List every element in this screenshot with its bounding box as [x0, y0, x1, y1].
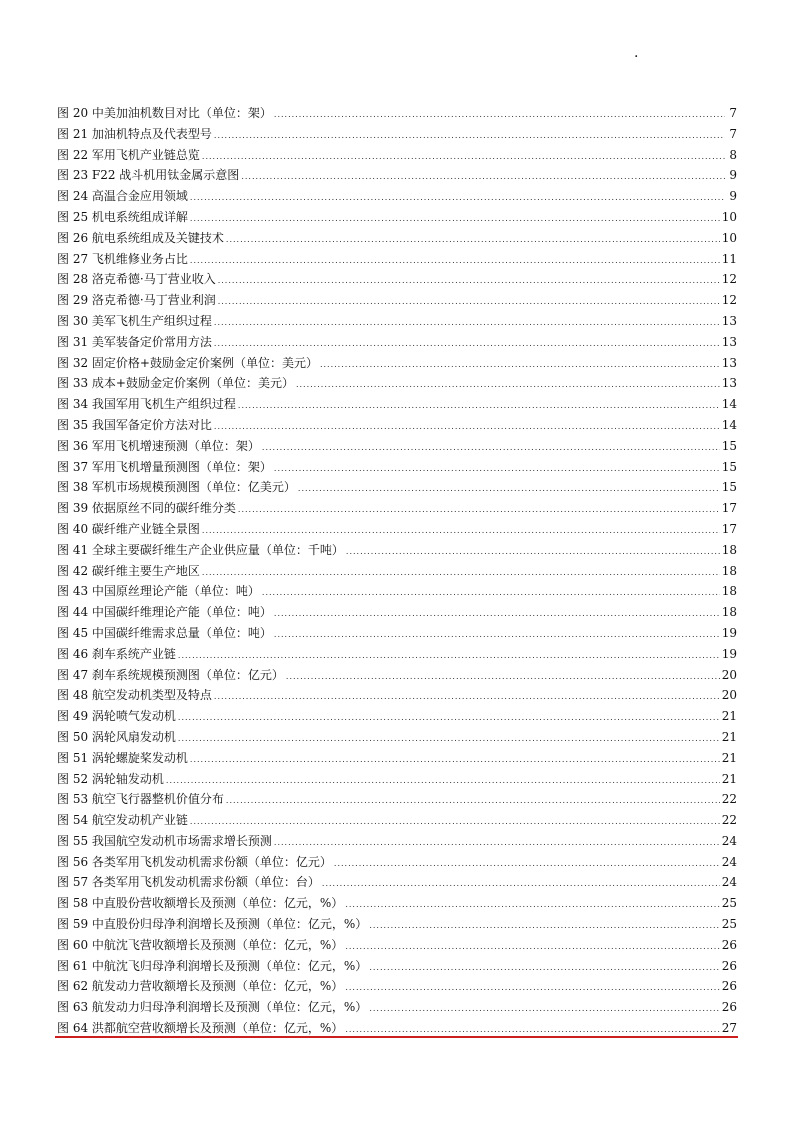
toc-entry-page: 12 — [721, 272, 737, 287]
toc-entry[interactable] — [57, 540, 737, 561]
toc-entry-label: 图 37 军用飞机增量预测图（单位：架） — [57, 459, 272, 474]
toc-entry[interactable] — [57, 415, 737, 436]
toc-entry-label: 图 54 航空发动机产业链 — [57, 813, 188, 828]
toc-leader-dots — [218, 292, 720, 313]
toc-entry-label: 图 63 航发动力归母净利润增长及预测（单位：亿元，%） — [57, 1000, 368, 1015]
toc-entry-page: 26 — [721, 979, 737, 994]
toc-leader-dots — [166, 771, 720, 792]
toc-leader-dots — [214, 313, 720, 334]
toc-entry[interactable] — [57, 602, 737, 623]
toc-entry-page: 22 — [721, 792, 737, 807]
toc-entry-label: 图 28 洛克希德·马丁营业收入 — [57, 272, 216, 287]
toc-leader-dots — [190, 188, 725, 209]
toc-entry-label: 图 21 加油机特点及代表型号 — [57, 126, 212, 141]
toc-entry-label: 图 61 中航沈飞归母净利润增长及预测（单位：亿元，%） — [57, 958, 368, 973]
toc-entry-label: 图 40 碳纤维产业链全景图 — [57, 521, 200, 536]
toc-entry[interactable] — [57, 789, 737, 810]
toc-entry-label: 图 36 军用飞机增速预测（单位：架） — [57, 438, 260, 453]
toc-entry-label: 图 52 涡轮轴发动机 — [57, 771, 164, 786]
toc-entry-label: 图 64 洪都航空营收额增长及预测（单位：亿元，%） — [57, 1021, 344, 1036]
toc-entry[interactable] — [57, 914, 737, 935]
toc-leader-dots — [238, 396, 720, 417]
toc-leader-dots — [369, 999, 719, 1020]
toc-leader-dots — [190, 251, 720, 272]
toc-leader-dots — [296, 375, 720, 396]
toc-entry-label: 图 42 碳纤维主要生产地区 — [57, 563, 200, 578]
toc-entry-page: 20 — [721, 667, 737, 682]
toc-leader-dots — [298, 479, 720, 500]
toc-leader-dots — [369, 916, 719, 937]
toc-entry-label: 图 27 飞机维修业务占比 — [57, 251, 188, 266]
toc-leader-dots — [190, 812, 720, 833]
toc-entry-label: 图 56 各类军用飞机发动机需求份额（单位：亿元） — [57, 854, 332, 869]
toc-entry-page: 18 — [721, 563, 737, 578]
toc-entry-label: 图 29 洛克希德·马丁营业利润 — [57, 293, 216, 308]
toc-entry-label: 图 47 刹车系统规模预测图（单位：亿元） — [57, 667, 284, 682]
toc-entry-page: 26 — [721, 958, 737, 973]
toc-leader-dots — [226, 230, 720, 251]
toc-entry-label: 图 24 高温合金应用领域 — [57, 189, 188, 204]
toc-entry-page: 17 — [721, 521, 737, 536]
toc-entry-page: 19 — [721, 625, 737, 640]
toc-entry[interactable] — [57, 581, 737, 602]
toc-entry-label: 图 34 我国军用飞机生产组织过程 — [57, 397, 236, 412]
toc-entry-page: 9 — [729, 189, 737, 204]
toc-entry-page: 15 — [721, 480, 737, 495]
toc-entry-page: 7 — [729, 126, 737, 141]
toc-entry[interactable] — [57, 290, 737, 311]
toc-entry[interactable] — [57, 124, 737, 145]
toc-entry-label: 图 26 航电系统组成及关键技术 — [57, 230, 224, 245]
toc-entry-page: 18 — [721, 584, 737, 599]
toc-leader-dots — [226, 791, 720, 812]
toc-entry-page: 25 — [721, 917, 737, 932]
toc-leader-dots — [178, 729, 720, 750]
toc-entry-page: 11 — [721, 251, 737, 266]
toc-entry[interactable] — [57, 665, 737, 686]
toc-entry-label: 图 51 涡轮螺旋桨发动机 — [57, 750, 188, 765]
toc-entry[interactable] — [57, 269, 737, 290]
toc-leader-dots — [320, 355, 720, 376]
toc-entry-label: 图 23 F22 战斗机用钛金属示意图 — [57, 168, 240, 183]
toc-leader-dots — [274, 625, 720, 646]
toc-leader-dots — [322, 874, 720, 895]
toc-entry[interactable] — [57, 623, 737, 644]
toc-leader-dots — [274, 459, 720, 480]
toc-entry-label: 图 53 航空飞行器整机价值分布 — [57, 792, 224, 807]
toc-entry-label: 图 60 中航沈飞营收额增长及预测（单位：亿元，%） — [57, 937, 344, 952]
toc-entry[interactable] — [57, 436, 737, 457]
toc-entry[interactable] — [57, 103, 737, 124]
toc-entry-page: 21 — [721, 729, 737, 744]
toc-entry-page: 15 — [721, 459, 737, 474]
toc-entry[interactable] — [57, 831, 737, 852]
toc-entry-page: 14 — [721, 417, 737, 432]
toc-entry-label: 图 39 依据原丝不同的碳纤维分类 — [57, 501, 236, 516]
toc-entry[interactable] — [57, 956, 737, 977]
toc-entry[interactable] — [57, 249, 737, 270]
toc-entry-page: 10 — [721, 209, 737, 224]
toc-entry[interactable] — [57, 519, 737, 540]
toc-entry[interactable] — [57, 373, 737, 394]
toc-entry-page: 21 — [721, 771, 737, 786]
toc-entry-page: 20 — [721, 688, 737, 703]
toc-leader-dots — [202, 147, 725, 168]
toc-leader-dots — [346, 542, 720, 563]
toc-entry[interactable] — [57, 561, 737, 582]
toc-entry[interactable] — [57, 228, 737, 249]
toc-entry-page: 14 — [721, 397, 737, 412]
toc-entry-page: 24 — [721, 854, 737, 869]
toc-leader-dots — [202, 563, 720, 584]
toc-entry-label: 图 44 中国碳纤维理论产能（单位：吨） — [57, 605, 272, 620]
toc-entry[interactable] — [57, 748, 737, 769]
toc-entry-label: 图 55 我国航空发动机市场需求增长预测 — [57, 833, 272, 848]
toc-entry-label: 图 35 我国军备定价方法对比 — [57, 417, 212, 432]
toc-leader-dots — [214, 417, 720, 438]
toc-entry-label: 图 59 中直股份归母净利润增长及预测（单位：亿元，%） — [57, 917, 368, 932]
toc-leader-dots — [369, 958, 719, 979]
toc-entry-label: 图 31 美军装备定价常用方法 — [57, 334, 212, 349]
toc-entry-page: 13 — [721, 355, 737, 370]
header-mark: . — [634, 45, 639, 61]
toc-entry[interactable] — [57, 644, 737, 665]
toc-entry-page: 27 — [721, 1021, 737, 1036]
toc-entry-label: 图 49 涡轮喷气发动机 — [57, 709, 176, 724]
toc-entry[interactable] — [57, 769, 737, 790]
toc-entry-page: 13 — [721, 313, 737, 328]
toc-entry[interactable] — [57, 685, 737, 706]
toc-entry-label: 图 25 机电系统组成详解 — [57, 209, 188, 224]
toc-entry-page: 13 — [721, 334, 737, 349]
toc-entry[interactable] — [57, 207, 737, 228]
toc-leader-dots — [345, 895, 719, 916]
toc-leader-dots — [218, 271, 720, 292]
toc-entry-page: 21 — [721, 709, 737, 724]
toc-leader-dots — [274, 833, 720, 854]
toc-entry[interactable] — [57, 353, 737, 374]
toc-leader-dots — [241, 167, 725, 188]
toc-entry[interactable] — [57, 165, 737, 186]
toc-leader-dots — [214, 687, 720, 708]
toc-leader-dots — [345, 978, 719, 999]
toc-entry-label: 图 48 航空发动机类型及特点 — [57, 688, 212, 703]
toc-entry[interactable] — [57, 706, 737, 727]
toc-entry-page: 13 — [721, 376, 737, 391]
toc-leader-dots — [286, 667, 720, 688]
toc-entry-label: 图 22 军用飞机产业链总览 — [57, 147, 200, 162]
toc-entry-page: 22 — [721, 813, 737, 828]
toc-entry-page: 10 — [721, 230, 737, 245]
toc-leader-dots — [262, 438, 720, 459]
toc-entry[interactable] — [57, 394, 737, 415]
toc-entry-label: 图 33 成本+鼓励金定价案例（单位：美元） — [57, 376, 294, 391]
toc-entry-page: 19 — [721, 646, 737, 661]
toc-entry-label: 图 41 全球主要碳纤维生产企业供应量（单位：千吨） — [57, 542, 344, 557]
toc-leader-dots — [262, 583, 720, 604]
toc-entry[interactable] — [57, 893, 737, 914]
toc-leader-dots — [274, 105, 725, 126]
toc-entry-page: 7 — [729, 106, 737, 120]
toc-entry-page: 18 — [721, 605, 737, 620]
toc-leader-dots — [238, 500, 720, 521]
toc-entry-label: 图 20 中美加油机数目对比（单位：架） — [57, 106, 272, 120]
toc-leader-dots — [345, 937, 719, 958]
toc-entry-label: 图 50 涡轮风扇发动机 — [57, 729, 176, 744]
toc-entry-page: 18 — [721, 542, 737, 557]
toc-entry[interactable] — [57, 997, 737, 1018]
toc-entry[interactable] — [57, 935, 737, 956]
toc-leader-dots — [202, 521, 720, 542]
toc-entry[interactable] — [57, 727, 737, 748]
toc-entry-page: 26 — [721, 937, 737, 952]
toc-entry-page: 26 — [721, 1000, 737, 1015]
toc-entry[interactable] — [57, 872, 737, 893]
toc-entry[interactable] — [57, 810, 737, 831]
toc-leader-dots — [214, 126, 725, 147]
toc-entry[interactable] — [57, 186, 737, 207]
toc-entry-page: 21 — [721, 750, 737, 765]
toc-entry[interactable] — [57, 145, 737, 166]
toc-entry-page: 9 — [729, 168, 737, 183]
toc-entry-page: 15 — [721, 438, 737, 453]
toc-entry[interactable] — [57, 332, 737, 353]
toc-entry[interactable] — [57, 498, 737, 519]
figure-toc — [57, 103, 737, 1039]
toc-leader-dots — [190, 750, 720, 771]
toc-leader-dots — [178, 646, 720, 667]
toc-entry-page: 17 — [721, 501, 737, 516]
footer-red-rule — [55, 1036, 738, 1038]
toc-entry-label: 图 30 美军飞机生产组织过程 — [57, 313, 212, 328]
toc-leader-dots — [190, 209, 720, 230]
toc-entry[interactable] — [57, 852, 737, 873]
toc-entry-label: 图 62 航发动力营收额增长及预测（单位：亿元，%） — [57, 979, 344, 994]
toc-entry-page: 12 — [721, 293, 737, 308]
toc-leader-dots — [214, 334, 720, 355]
toc-entry-page: 24 — [721, 875, 737, 890]
toc-entry-label: 图 43 中国原丝理论产能（单位：吨） — [57, 584, 260, 599]
toc-entry-page: 25 — [721, 896, 737, 911]
toc-entry-label: 图 58 中直股份营收额增长及预测（单位：亿元，%） — [57, 896, 344, 911]
toc-entry-page: 24 — [721, 833, 737, 848]
toc-entry-label: 图 57 各类军用飞机发动机需求份额（单位：台） — [57, 875, 320, 890]
toc-entry[interactable] — [57, 311, 737, 332]
toc-entry[interactable] — [57, 976, 737, 997]
toc-leader-dots — [178, 708, 720, 729]
toc-leader-dots — [274, 604, 720, 625]
toc-entry-label: 图 32 固定价格+鼓励金定价案例（单位：美元） — [57, 355, 318, 370]
toc-entry-label: 图 45 中国碳纤维需求总量（单位：吨） — [57, 625, 272, 640]
toc-entry[interactable] — [57, 457, 737, 478]
toc-entry-page: 8 — [729, 147, 737, 162]
toc-entry-label: 图 38 军机市场规模预测图（单位：亿美元） — [57, 480, 296, 495]
toc-entry[interactable] — [57, 477, 737, 498]
toc-leader-dots — [334, 854, 720, 875]
toc-entry-label: 图 46 刹车系统产业链 — [57, 646, 176, 661]
